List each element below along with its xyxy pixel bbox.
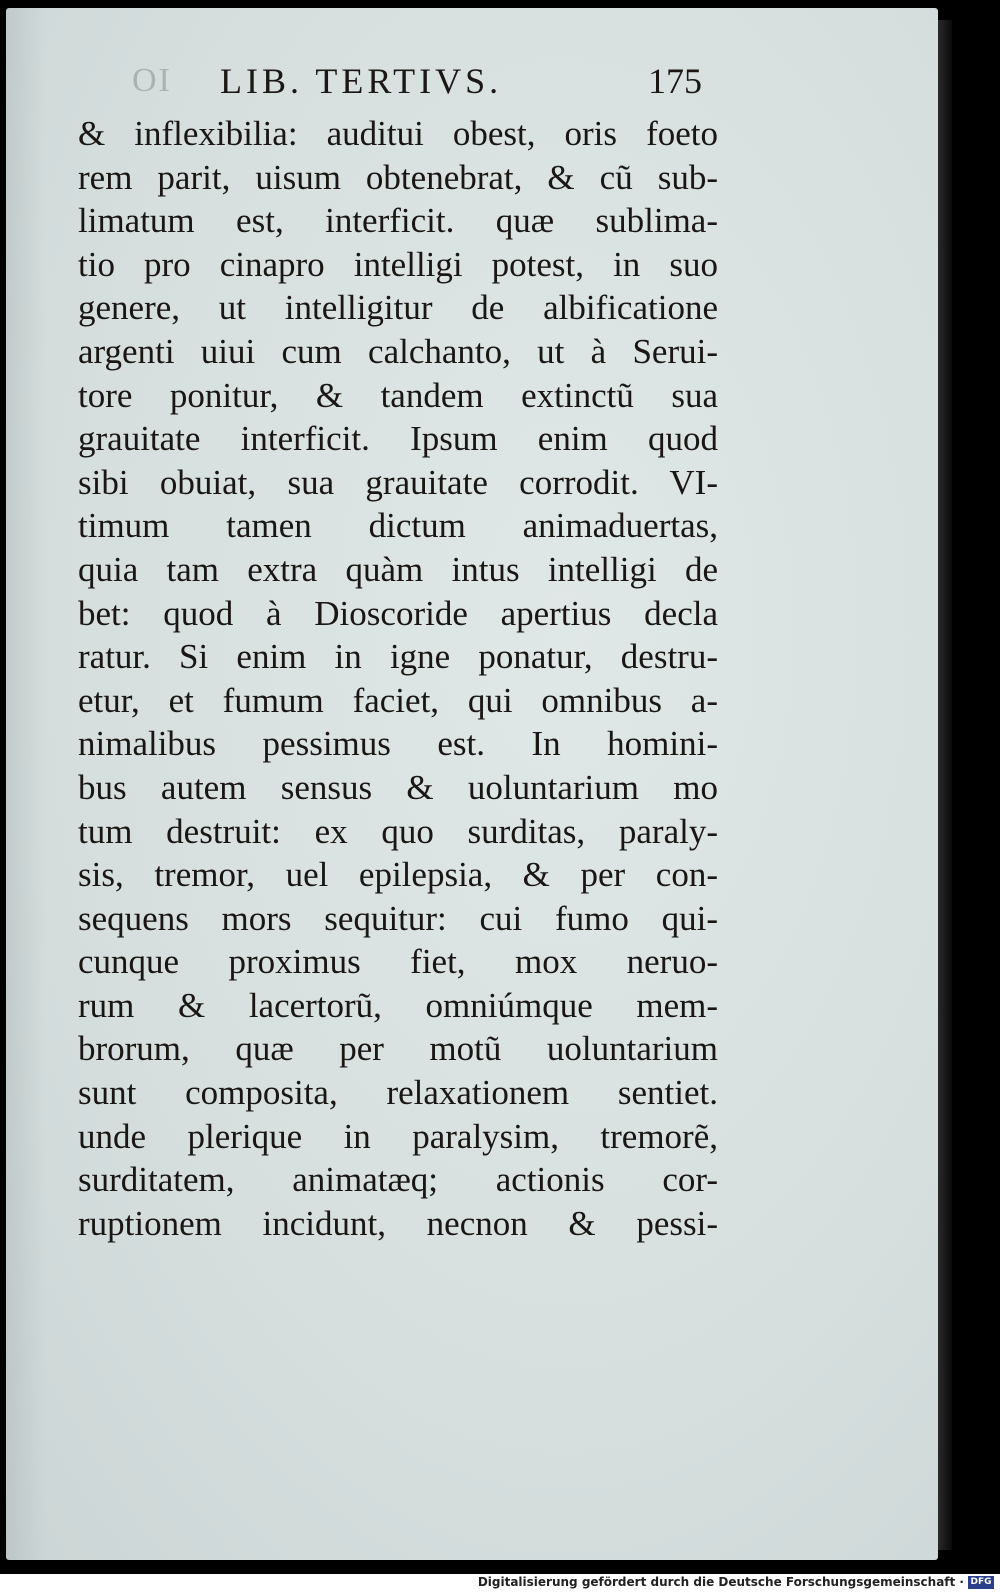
header-faint-bleedthrough: OI — [132, 62, 172, 99]
text-line: ratur. Si enim in igne ponatur, destru- — [78, 637, 718, 677]
text-line: nimalibus pessimus est. In homini- — [78, 724, 718, 764]
book-page — [6, 8, 938, 1560]
text-line: rem parit, uisum obtenebrat, & cũ sub- — [78, 157, 718, 197]
page-number: 175 — [648, 61, 702, 101]
text-line: tum destruit: ex quo surditas, paraly- — [78, 811, 718, 851]
body-text — [78, 112, 718, 1245]
text-line: rum & lacertorũ, omniúmque mem- — [78, 985, 718, 1025]
page-edge-shadow — [938, 20, 952, 1550]
text-line: sis, tremor, uel epilepsia, & per con- — [78, 855, 718, 895]
text-line: tore ponitur, & tandem extinctũ sua — [78, 375, 718, 415]
text-line: genere, ut intelligitur de albificatione — [78, 288, 718, 328]
text-line: & inflexibilia: auditui obest, oris foeto — [78, 114, 718, 153]
header-title: LIB. TERTIVS. — [220, 61, 503, 101]
text-line: sunt composita, relaxationem sentiet. — [78, 1073, 718, 1113]
running-header — [132, 58, 712, 108]
text-line: grauitate interficit. Ipsum enim quod — [78, 419, 718, 459]
text-line: brorum, quæ per motũ uoluntarium — [78, 1029, 718, 1069]
text-line: timum tamen dictum animaduertas, — [78, 506, 718, 546]
text-line: surditatem, animatæq; actionis cor- — [78, 1160, 718, 1200]
text-line: tio pro cinapro intelligi potest, in suo — [78, 244, 718, 284]
funding-credit: Digitalisierung gefördert durch die Deutsche Forschungsgemeinschaft · — [477, 1575, 964, 1589]
dfg-logo-icon: DFG — [968, 1576, 994, 1589]
text-line: unde plerique in paralysim, tremorẽ, — [78, 1116, 718, 1156]
footer-bar — [0, 1574, 1000, 1592]
text-line: bet: quod à Dioscoride apertius decla — [78, 593, 718, 633]
text-line: sibi obuiat, sua grauitate corrodit. VI- — [78, 462, 718, 502]
text-line: ruptionem incidunt, necnon & pessi- — [78, 1203, 718, 1243]
text-line: bus autem sensus & uoluntarium mo — [78, 767, 718, 807]
text-line: quia tam extra quàm intus intelligi de — [78, 549, 718, 589]
text-line: argenti uiui cum calchanto, ut à Serui- — [78, 331, 718, 371]
text-line: cunque proximus fiet, mox neruo- — [78, 942, 718, 982]
text-line: sequens mors sequitur: cui fumo qui- — [78, 898, 718, 938]
text-line: limatum est, interficit. quæ sublima- — [78, 201, 718, 241]
text-line: etur, et fumum faciet, qui omnibus a- — [78, 680, 718, 720]
